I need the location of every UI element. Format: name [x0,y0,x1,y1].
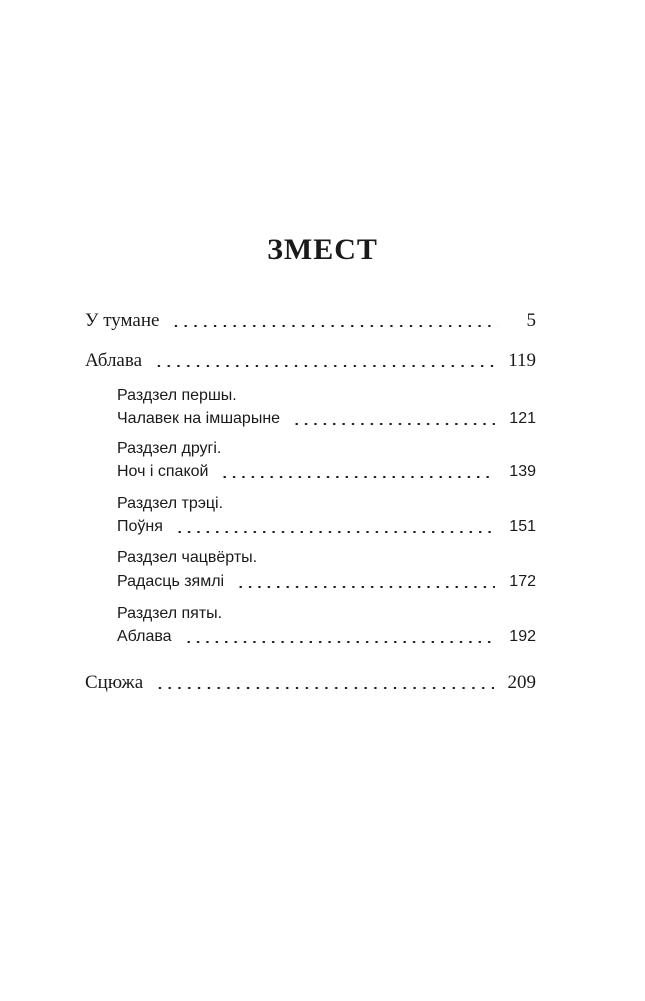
toc-entry-label: Радасць зямлі [117,573,225,590]
toc-subentry-chapter-2[interactable] [117,459,536,485]
toc-entry-u-tumane[interactable] [85,308,536,334]
toc-page-number: 119 [508,350,536,371]
dot-leader [236,586,495,588]
toc-section-heading: Раздзел першы. [117,387,237,404]
toc-page-number: 172 [509,573,536,590]
toc-section-heading: Раздзел чацвёрты. [117,549,258,566]
toc-entry-label: Аблава [85,350,143,371]
toc-subentry-chapter-3[interactable] [117,514,536,540]
toc-entry-label: Ноч і спакой [117,463,209,480]
dot-leader [154,365,494,367]
toc-page-number: 5 [526,310,536,331]
toc-page-number: 121 [509,410,536,427]
toc-entry-label: У тумане [85,310,160,331]
toc-entry-scyuzha[interactable] [85,670,536,696]
toc-entry-label: Поўня [117,518,163,535]
toc-section-heading: Раздзел пяты. [117,605,223,622]
dot-leader [175,531,495,533]
toc-page-number: 209 [507,672,536,693]
toc-page-number: 192 [509,628,536,645]
toc-subentry-chapter-1[interactable] [117,406,536,432]
toc-section-heading: Раздзел трэці. [117,495,224,512]
dot-leader [292,423,495,425]
toc-entry-label: Аблава [117,628,172,645]
toc-page-number: 139 [509,463,536,480]
dot-leader [184,641,496,643]
toc-subentry-chapter-5[interactable] [117,624,536,650]
toc-entry-ablava[interactable] [85,348,536,374]
toc-section-heading: Раздзел другі. [117,440,222,457]
page-title: ЗМЕСТ [267,233,378,266]
toc-page-number: 151 [509,518,536,535]
toc-entry-label: Чалавек на імшарыне [117,410,281,427]
toc-subentry-chapter-4[interactable] [117,569,536,595]
dot-leader [155,687,493,689]
dot-leader [220,476,495,478]
toc-entry-label: Сцюжа [85,672,144,693]
dot-leader [171,325,498,327]
